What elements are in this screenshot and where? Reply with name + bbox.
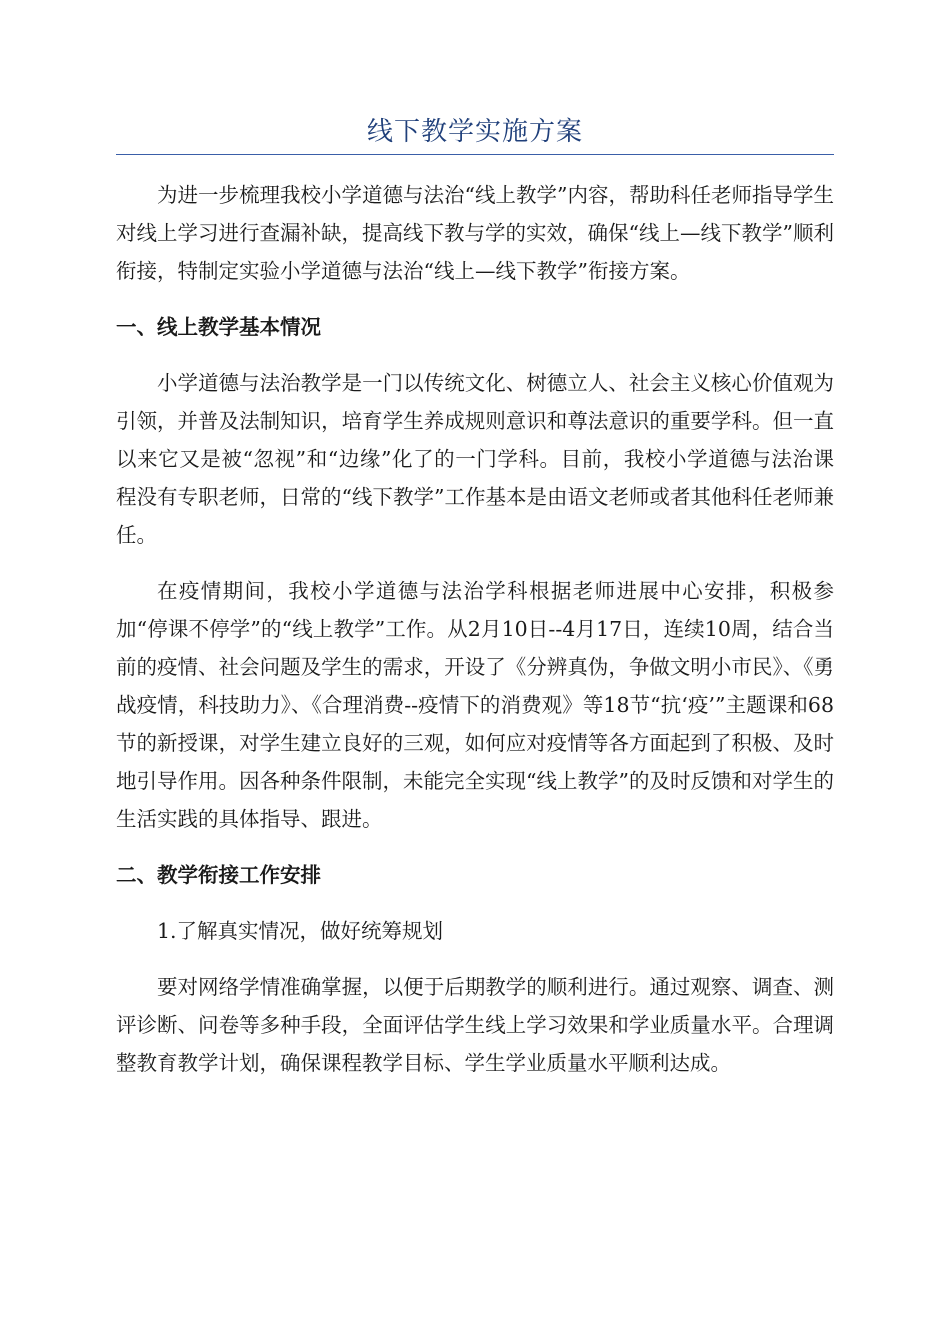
section-1-heading: 一、线上教学基本情况: [116, 315, 321, 339]
section-2-paragraph-1: 要对网络学情准确掌握，以便于后期教学的顺利进行。通过观察、调查、测评诊断、问卷等多种手段，全面评估学生线上学习效果和学业质量水平。合理调整教育教学计划，确保课程教学目标、学生学业质量水平顺利达成。: [116, 975, 834, 1075]
section-1-paragraph-2: 在疫情期间，我校小学道德与法治学科根据老师进展中心安排，积极参加“停课不停学”的“线上教学”工作。从2月10日--4月17日，连续10周，结合当前的疫情、社会问题及学生的需求，开设了《分辨真伪，争做文明小市民》、《勇战疫情，科技助力》、《合理消费--疫情下的消费观》等18节“抗‘疫’”主题课和68节的新授课，对学生建立良好的三观，如何应对疫情等各方面起到了积极、及时地引导作用。因各种条件限制，未能完全实现“线上教学”的及时反馈和对学生的生活实践的具体指导、跟进。: [116, 579, 834, 831]
title-underline: [116, 154, 834, 155]
document-body: [116, 176, 834, 1100]
document-title: 线下教学实施方案: [366, 117, 583, 147]
section-2-subheading: 1.了解真实情况，做好统筹规划: [157, 919, 444, 943]
section-1-paragraph-1: 小学道德与法治教学是一门以传统文化、树德立人、社会主义核心价值观为引领，并普及法制知识，培育学生养成规则意识和尊法意识的重要学科。但一直以来它又是被“忽视”和“边缘”化了的一门学科。目前，我校小学道德与法治课程没有专职老师，日常的“线下教学”工作基本是由语文老师或者其他科任老师兼任。: [116, 371, 834, 547]
section-2-heading: 二、教学衔接工作安排: [116, 863, 321, 887]
intro-paragraph: 为进一步梳理我校小学道德与法治“线上教学”内容，帮助科任老师指导学生对线上学习进行查漏补缺，提高线下教与学的实效，确保“线上—线下教学”顺利衔接，特制定实验小学道德与法治“线上—线下教学”衔接方案。: [116, 183, 834, 283]
